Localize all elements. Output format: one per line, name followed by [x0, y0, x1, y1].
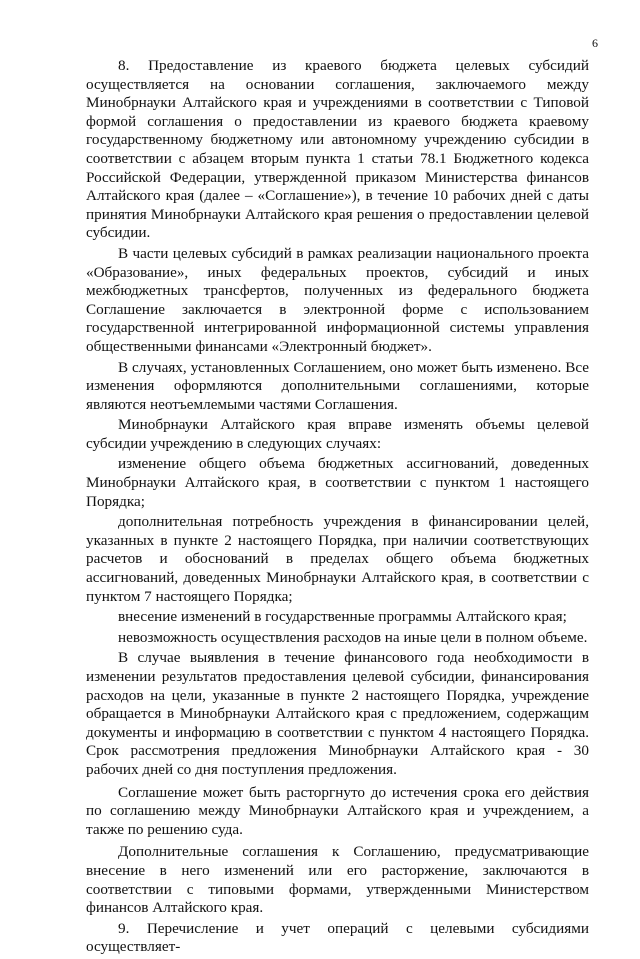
paragraph-results-change: В случае выявления в течение финансового года необходимости в изменении результатов предоставления целевой субсидии, финансирования расходов на цели, указанные в пункте 2 настоящего Порядка, учреждение обращается в Минобрнауки Алтайского края с предложением, содержащим документы и информацию в соответствии с пунктом 4 настоящего Порядка. Срок рассмотрения предложения Минобрнауки Алтайского края - 30 рабочих дней со дня поступления предложения.	[86, 649, 589, 778]
list-item-additional-need: дополнительная потребность учреждения в финансировании целей, указанных в пункте 2 настоящего Порядка, при наличии соответствующих расчетов и обоснований в пределах общего объема бюджетных ассигнований, доведенных Минобрнауки Алтайского края, в соответствии с пунктом 7 настоящего Порядка;	[86, 513, 589, 605]
list-item-program-changes: внесение изменений в государственные программы Алтайского края;	[118, 608, 567, 626]
paragraph-clause-8: 8. Предоставление из краевого бюджета целевых субсидий осуществляется на основании соглашения, заключаемого между Минобрнауки Алтайского края и учреждениями в соответствии с Типовой формой соглашения о предоставлении из краевого бюджета краевому государственному бюджетному или автономному учреждению субсидии в соответствии с абзацем вторым пункта 1 статьи 78.1 Бюджетного кодекса Российской Федерации, утвержденной приказом Министерства финансов Алтайского края (далее – «Соглашение»), в течение 10 рабочих дней с даты принятия Минобрнауки Алтайского края решения о предоставлении целевой субсидии.	[86, 57, 589, 242]
paragraph-subsidy-volume-cases: Минобрнауки Алтайского края вправе изменять объемы целевой субсидии учреждению в следующих случаях:	[86, 416, 589, 452]
list-item-budget-change: изменение общего объема бюджетных ассигнований, доведенных Минобрнауки Алтайского края, в соответствии с пунктом 1 настоящего Порядка;	[86, 455, 589, 510]
document-body	[86, 57, 589, 959]
paragraph-additional-agreements: Дополнительные соглашения к Соглашению, предусматривающие внесение в него изменений или его расторжение, заключаются в соответствии с типовыми формами, утвержденными Министерством финансов Алтайского края.	[86, 843, 589, 917]
list-item-impossibility: невозможность осуществления расходов на иные цели в полном объеме.	[118, 628, 588, 646]
paragraph-agreement-changes: В случаях, установленных Соглашением, оно может быть изменено. Все изменения оформляются дополнительными соглашениями, которые являются неотъемлемыми частями Соглашения.	[86, 358, 589, 413]
paragraph-termination: Соглашение может быть расторгнуто до истечения срока его действия по соглашению между Минобрнауки Алтайского края и учреждением, а также по решению суда.	[86, 783, 589, 838]
paragraph-clause-9: 9. Перечисление и учет операций с целевыми субсидиями осуществляет-	[86, 919, 589, 956]
page-number: 6	[592, 36, 598, 50]
paragraph-national-project: В части целевых субсидий в рамках реализации национального проекта «Образование», иных федеральных проектов, субсидий и иных межбюджетных трансфертов, полученных из федерального бюджета Соглашение заключается в электронной форме с использованием государственной интегрированной информационной системы управления общественными финансами «Электронный бюджет».	[86, 244, 589, 355]
